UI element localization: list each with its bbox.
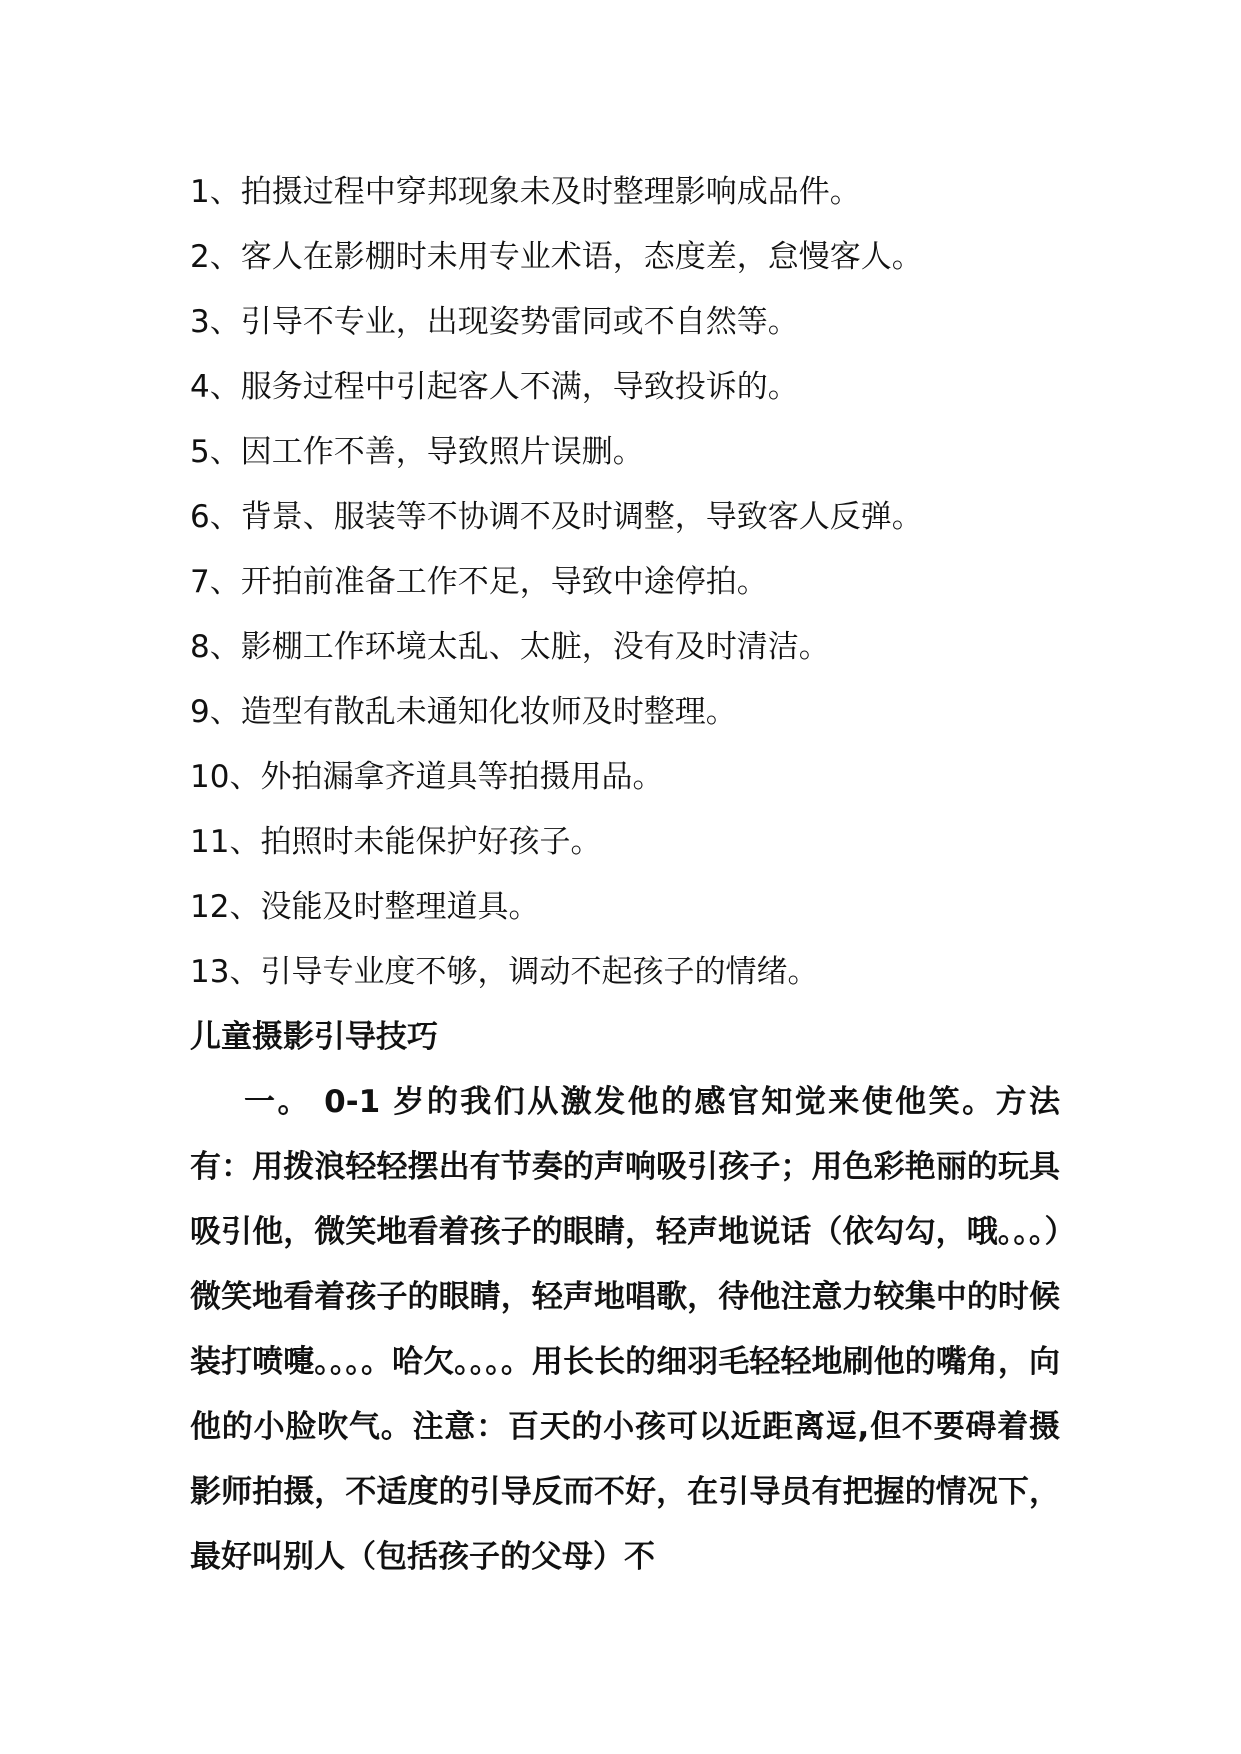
list-item: 5、因工作不善，导致照片误删。 [190, 434, 644, 470]
list-item: 9、造型有散乱未通知化妆师及时整理。 [190, 694, 737, 730]
body-paragraph: 一。 0-1 岁的我们从激发他的感官知觉来使他笑。方法有：用拨浪轻轻摆出有节奏的声响吸引孩子；用色彩艳丽的玩具吸引他，微笑地看着孩子的眼睛，轻声地说话（依勾勾，哦。。。）微笑地看着孩子的眼睛，轻声地唱歌，待他注意力较集中的时候装打喷嚏。。。。哈欠。。。。用长长的细羽毛轻轻地刷他的嘴角，向他的小脸吹气。注意：百天的小孩可以近距离逗,但不要碍着摄影师拍摄，不适度的引导反而不好，在引导员有把握的情况下，最好叫别人（包括孩子的父母）不 [190, 1084, 1060, 1575]
list-item: 10、外拍漏拿齐道具等拍摄用品。 [190, 759, 664, 795]
list-item: 1、拍摄过程中穿邦现象未及时整理影响成品件。 [190, 174, 861, 210]
list-item: 3、引导不专业，出现姿势雷同或不自然等。 [190, 304, 799, 340]
rule-list [190, 160, 1090, 1005]
list-item: 2、客人在影棚时未用专业术语，态度差，怠慢客人。 [190, 239, 923, 275]
list-item: 4、服务过程中引起客人不满，导致投诉的。 [190, 369, 799, 405]
list-item: 6、背景、服装等不协调不及时调整，导致客人反弹。 [190, 499, 923, 535]
section-title: 儿童摄影引导技巧 [190, 1019, 438, 1055]
list-item: 8、影棚工作环境太乱、太脏，没有及时清洁。 [190, 629, 830, 665]
list-item: 11、拍照时未能保护好孩子。 [190, 824, 602, 860]
list-item: 7、开拍前准备工作不足，导致中途停拍。 [190, 564, 768, 600]
list-item: 13、引导专业度不够，调动不起孩子的情绪。 [190, 954, 819, 990]
list-item: 12、没能及时整理道具。 [190, 889, 540, 925]
